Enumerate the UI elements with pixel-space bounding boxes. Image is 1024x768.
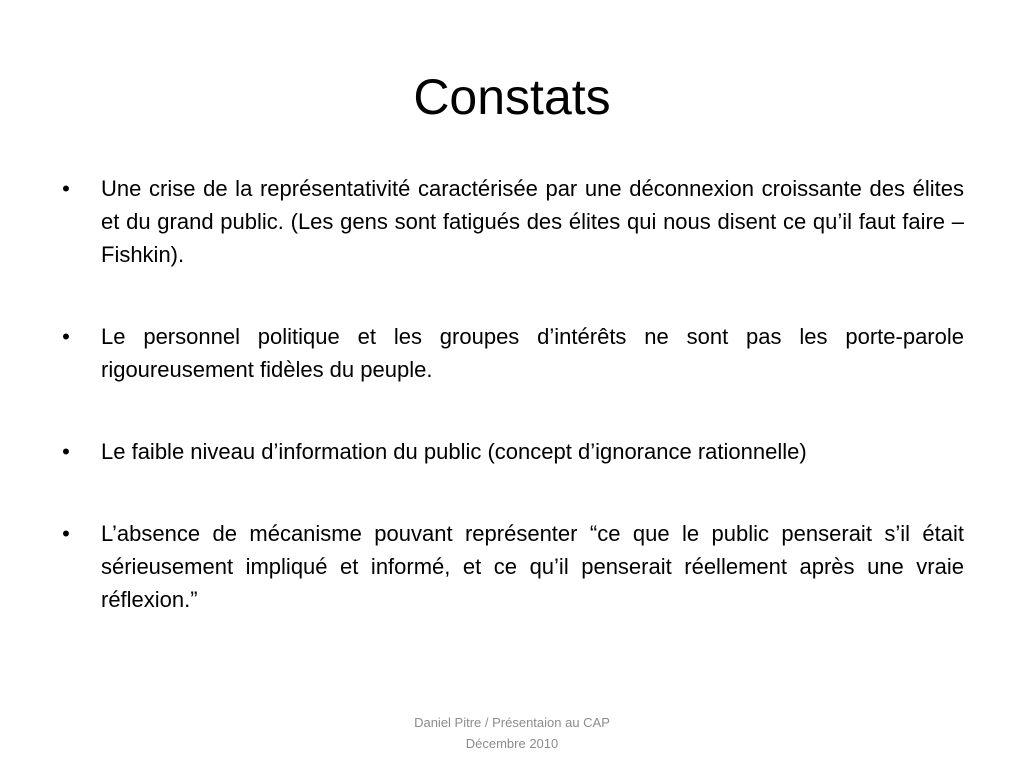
bullet-text: Le faible niveau d’information du public (concept d’ignorance rationnelle): [101, 439, 807, 464]
bullet-dot-icon: •: [62, 176, 70, 201]
bullet-item: [60, 517, 964, 616]
footer-author: Daniel Pitre / Présentaion au CAP: [414, 715, 610, 730]
bullet-item: [60, 435, 964, 468]
slide-footer: [312, 712, 712, 754]
bullet-list: [60, 172, 964, 616]
bullet-text: L’absence de mécanisme pouvant représenter “ce que le public penserait s’il était sérieusement impliqué et informé, et ce qu’il penserait réellement après une vraie réflexion.”: [101, 521, 964, 612]
bullet-dot-icon: •: [62, 521, 70, 546]
bullet-text: Le personnel politique et les groupes d’intérêts ne sont pas les porte-parole rigoureusement fidèles du peuple.: [101, 324, 964, 382]
bullet-dot-icon: •: [62, 439, 70, 464]
slide-title: Constats: [413, 69, 611, 125]
bullet-item: [60, 172, 964, 271]
footer-date: Décembre 2010: [465, 736, 559, 751]
bullet-item: [60, 320, 964, 386]
bullet-dot-icon: •: [62, 324, 70, 349]
bullet-text: Une crise de la représentativité caractérisée par une déconnexion croissante des élites et du grand public. (Les gens sont fatigués des élites qui nous disent ce qu’il faut faire – Fishkin).: [101, 176, 964, 267]
